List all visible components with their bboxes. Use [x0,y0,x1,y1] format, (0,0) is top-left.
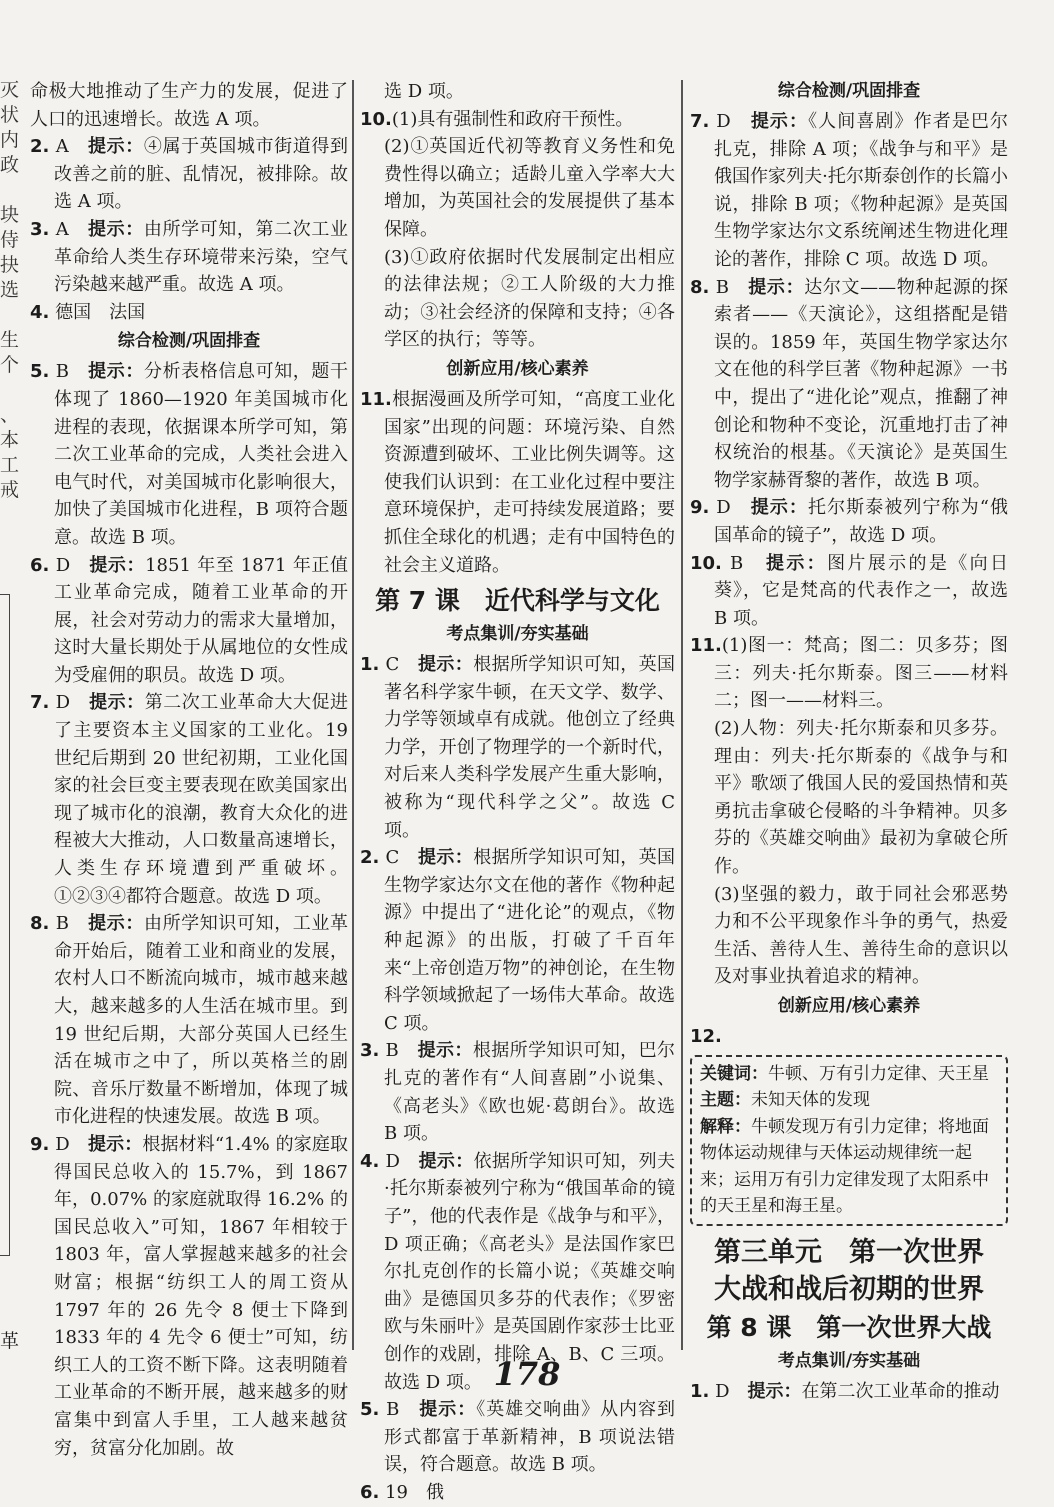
edge-char [0,178,18,203]
item-text: 根据漫画及所学可知，“高度工业化国家”出现的问题：环境污染、自然资源遭到破坏、工业比例失调等。这使我们认识到：在工业化过程中要注意环境保护，走可持续发展道路；要抓住全球化的机遇；走有中国特色的社会主义道路。 [384,388,675,576]
item-text: 根据所学知识可知，巴尔扎克的著作有“人间喜剧”小说集、《高老头》《欧也妮·葛朗台》。故选 B 项。 [384,1040,676,1145]
edge-char: 内 [0,129,20,151]
column-left [30,78,348,1462]
item-text: 根据所学知识可知，英国著名科学家牛顿，在天文学、数学、力学等领域卓有成就。他创立了经典力学，开创了物理学的一个新时代，对后来人类科学发展产生重大影响，被称为“现代科学之父”。故选 C 项。 [384,654,676,841]
note-explanation [700,1114,998,1220]
section-heading: 综合检测/巩固排查 [777,81,921,101]
item-answer: B [729,552,744,574]
hint-label: 提示： [89,692,145,714]
handwritten-answer-box [690,1055,1008,1226]
hint-label: 提示： [88,361,144,383]
item-text: 《人间喜剧》作者是巴尔扎克，排除 A 项；《战争与和平》是俄国作家列夫·托尔斯泰创作的长篇小说，排除 B 项；《物种起源》是英国生物学家达尔文系统阐述生物进化理论的著作，排除 C 项。故选 D 项。 [714,111,1009,270]
item-text: 由所学知识可知，工业革命开始后，随着工业和商业的发展，农村人口不断流向城市，城市越来越大，越来越多的人生活在城市里。到 19 世纪后期，大部分英国人已经生活在城市之中了，所以英格兰的剧院、音乐厅数量不断增加，体现了城市化进程的快速发展。故选 B 项。 [54,913,349,1128]
item-text: 依据所学知识可知，列夫·托尔斯泰被列宁称为“俄国革命的镜子”，他的代表作是《战争与和平》，D 项正确；《高老头》是法国作家巴尔扎克创作的长篇小说；《英雄交响曲》是德国贝多芬的代表作；《罗密欧与朱丽叶》是英国剧作家莎士比亚创作的戏剧，排除 A、B、C 三项。故选 D 项。 [384,1150,676,1393]
note-topic [700,1087,998,1114]
hint-label: 提示： [87,136,144,158]
item-number: 6. [360,1481,380,1503]
lesson-title: 第 8 课 第一次世界大战 [706,1312,992,1342]
hint-label: 提示： [89,554,146,576]
edge-char: 政 [0,154,20,176]
edge-char-bottom: 革 [0,1330,20,1352]
item-text: 在第二次工业革命的推动 [801,1380,1000,1402]
item-answer: B [55,913,69,935]
edge-char: 本 [0,429,20,451]
item-answer: D [55,1133,70,1155]
item-answer: 德国 法国 [55,301,146,323]
edge-char: 生 [0,329,20,351]
edge-char: 灭 [0,79,20,101]
item-answer: B [715,276,729,298]
item-text: 《英雄交响曲》从内容到形式都富于革新精神，B 项说法错误，符合题意。故选 B 项。 [384,1399,676,1476]
item-number: 10. [690,552,722,574]
section-heading: 考点集训/夯实基础 [446,624,589,645]
note-label: 关键词： [700,1063,768,1084]
item-text: 分析表格信息可知，题干体现了 1860—1920 年美国城市化进程的表现，依据课本所学可知，第二次工业革命的完成，人类社会进入电气时代，对美国城市化影响很大，加快了美国城市化进程，B 项符合题意。故选 B 项。 [54,361,349,548]
hint-label: 提示： [748,276,805,298]
answer-item [690,1023,1008,1051]
hint-label: 提示： [417,1040,473,1062]
section-heading: 创新应用/核心素养 [446,358,589,379]
item-number: 1. [360,654,380,676]
column-divider [352,80,354,1350]
section-heading: 创新应用/核心素养 [777,996,921,1016]
hint-label: 提示： [419,1399,477,1421]
item-subpart: (3)①政府依据时代发展制定出相应的法律法规；②工人阶级的大力推动；③社会经济的保障和支持；④各学区的执行；等等。 [384,246,675,351]
answer-item [30,216,348,299]
item-text: 1851 年至 1871 年正值工业革命完成，随着工业革命的开展，社会对劳动力的需求大量增加，这时大量长期处于从属地位的女性成为受雇佣的职员。故选 D 项。 [54,554,348,686]
item-text: 第二次工业革命大大促进了主要资本主义国家的工业化。19 世纪后期到 20 世纪初期，工业化国家的社会巨变主要表现在欧美国家出现了城市化的浪潮，教育大众化的进程被大大推动，人口数量高速增长，人类生存环境遭到严重破坏。①②③④都符合题意。故选 D 项。 [54,692,349,907]
edge-char: 块 [0,204,20,226]
item-number: 3. [30,218,50,240]
answer-item [30,689,348,910]
edge-char: 工 [0,454,20,476]
answer-item [30,358,348,551]
hint-label: 提示： [418,654,474,676]
item-text: (1)具有强制性和政府干预性。 [391,108,634,130]
item-answer: B [386,1399,400,1421]
continued-text: 命极大地推动了生产力的发展，促进了人口的迅速增长。故选 A 项。 [30,81,348,130]
unit-title-line: 大战和战后初期的世界 [714,1273,984,1305]
item-answer: C [385,654,400,676]
edge-char: 个 [0,354,20,376]
edge-char: 选 [0,279,20,301]
item-answer: C [385,847,400,869]
item-text: 根据材料“1.4% 的家庭取得国民总收入的 15.7%，到 1867 年，0.07% 的家庭就取得 16.2% 的国民总收入”可知，1867 年相较于 1803 年，富人掌握越来越多的社会财富；根据“纺织工人的周工资从 1797 年的 26 先令 8 便士下降到 1833 年的 4 先令 6 便士”可知，纺织工人的工资不断下降。这表明随着工业革命的不断开展，越来越多的财富集中到富人手里，工人越来越贫穷，贫富分化加剧。故 [54,1133,349,1459]
left-edge-fragment-text [0,78,18,503]
item-number: 5. [360,1399,380,1421]
item-number: 4. [360,1150,380,1172]
answer-item [360,1479,675,1507]
item-text: (1)图一：梵高；图二：贝多芬；图三：列夫·托尔斯泰。图三——材料二；图一——材料三。 [714,635,1008,712]
edge-char: 戒 [0,479,20,501]
item-subpart: (2)①英国近代初等教育义务性和免费性得以确立；适龄儿童入学率大大增加，为英国社会的发展提供了基本保障。 [384,136,675,240]
page-number: 178 [493,1355,561,1393]
item-number: 9. [30,1133,50,1155]
note-text: 未知天体的发现 [751,1090,870,1111]
answer-item [360,844,675,1037]
item-text: 由所学可知，第二次工业革命给人类生存环境带来污染，空气污染越来越严重。故选 A 项。 [54,218,349,296]
hint-label: 提示： [747,1380,802,1402]
edge-char [0,303,18,328]
item-number: 11. [360,388,392,410]
item-answer: B [385,1040,399,1062]
item-number: 1. [690,1380,710,1402]
item-number: 10. [360,108,392,130]
note-text: 牛顿、万有引力定律、天王星 [768,1063,989,1084]
hint-label: 提示： [418,1150,474,1172]
item-answer: 19 俄 [385,1481,445,1503]
item-number: 12. [690,1026,722,1047]
note-keywords [700,1061,998,1088]
column-divider [681,80,683,1350]
hint-label: 提示： [765,552,828,574]
item-number: 9. [690,497,710,519]
answer-item [30,299,348,327]
column-right [690,78,1008,1405]
item-answer: D [55,692,71,714]
item-answer: B [55,361,69,383]
edge-char [0,378,18,403]
hint-label: 提示： [87,218,144,240]
answer-item [30,1131,348,1462]
edge-char: 侍 [0,229,20,251]
item-number: 2. [30,136,50,158]
item-answer: D [716,497,731,519]
hint-label: 提示： [418,847,474,869]
edge-char: 抉 [0,254,20,276]
answer-item [690,108,1008,274]
item-text: 图片展示的是《向日葵》，它是梵高的代表作之一，故选 B 项。 [714,552,1008,629]
item-number: 11. [690,635,722,657]
hint-label: 提示： [750,111,809,132]
answer-item [360,651,675,844]
item-number: 6. [30,554,50,576]
item-number: 2. [360,847,380,869]
answer-item [360,1037,675,1147]
hint-label: 提示： [750,497,809,519]
unit-title-line: 第三单元 第一次世界 [714,1236,984,1268]
lesson-title: 第 7 课 近代科学与文化 [375,586,660,616]
item-text: 根据所学知识可知，英国生物学家达尔文在他的著作《物种起源》中提出了“进化论”的观点，《物种起源》的出版，打破了千百年来“上帝创造万物”的神创论，在生物科学领域掀起了一场伟大革命。故选 C 项。 [384,847,676,1034]
item-number: 7. [30,692,50,714]
column-middle [360,78,675,1507]
section-heading: 综合检测/巩固排查 [117,331,261,352]
hint-label: 提示： [88,913,144,935]
answer-item [30,910,348,1131]
item-text: 达尔文——物种起源的探索者——《天演论》，这组搭配是错误的。1859 年，英国生物学家达尔文在他的科学巨著《物种起源》一书中，提出了“进化论”观点，推翻了神创论和物种不变论，沉重地打击了神权统治的根基。《天演论》是英国生物学家赫胥黎的著作，故选 B 项。 [714,276,1009,491]
item-answer: A [55,218,69,240]
item-answer: A [55,136,69,158]
answer-item [690,274,1008,495]
answer-item [360,106,675,134]
hint-label: 提示： [87,1133,143,1155]
answer-item [690,494,1008,549]
item-text: ④属于英国城市街道得到改善之前的脏、乱情况，被排除。故选 A 项。 [54,136,349,213]
item-number: 8. [30,913,50,935]
answer-item [690,550,1008,633]
item-number: 4. [30,301,50,323]
answer-item [360,386,675,579]
answer-item [690,632,1008,715]
item-subpart: (2)人物：列夫·托尔斯泰和贝多芬。理由：列夫·托尔斯泰的《战争与和平》歌颂了俄国人民的爱国热情和英勇抗击拿破仑侵略的斗争精神。贝多芬的《英雄交响曲》最初为拿破仑所作。 [714,718,1008,878]
answer-item [30,133,348,216]
note-text: 牛顿发现万有引力定律；将地面物体运动规律与天体运动规律统一起来；运用万有引力定律发现了太阳系中的天王星和海王星。 [700,1116,989,1217]
edge-char: 状 [0,104,20,126]
item-answer: D [55,554,71,576]
item-text: 托尔斯泰被列宁称为“俄国革命的镜子”，故选 D 项。 [714,497,1008,546]
left-edge-frame [0,594,10,1256]
item-number: 5. [30,361,50,383]
item-subpart: (3)坚强的毅力，敢于同社会邪恶势力和不公平现象作斗争的勇气，热爱生活、善待人生、善待生命的意识以及对事业执着追求的精神。 [714,883,1008,988]
answer-item [30,552,348,690]
continued-text: 选 D 项。 [384,81,464,102]
note-label: 主题： [700,1090,751,1111]
item-number: 7. [690,111,710,132]
item-number: 8. [690,276,710,298]
note-label: 解释： [700,1116,751,1137]
item-number: 3. [360,1040,380,1062]
answer-item [360,1396,675,1479]
section-heading: 考点集训/夯实基础 [777,1350,921,1371]
item-answer: D [716,111,731,132]
item-answer: D [385,1150,400,1172]
item-answer: D [715,1380,730,1402]
edge-char: 、 [0,404,20,426]
